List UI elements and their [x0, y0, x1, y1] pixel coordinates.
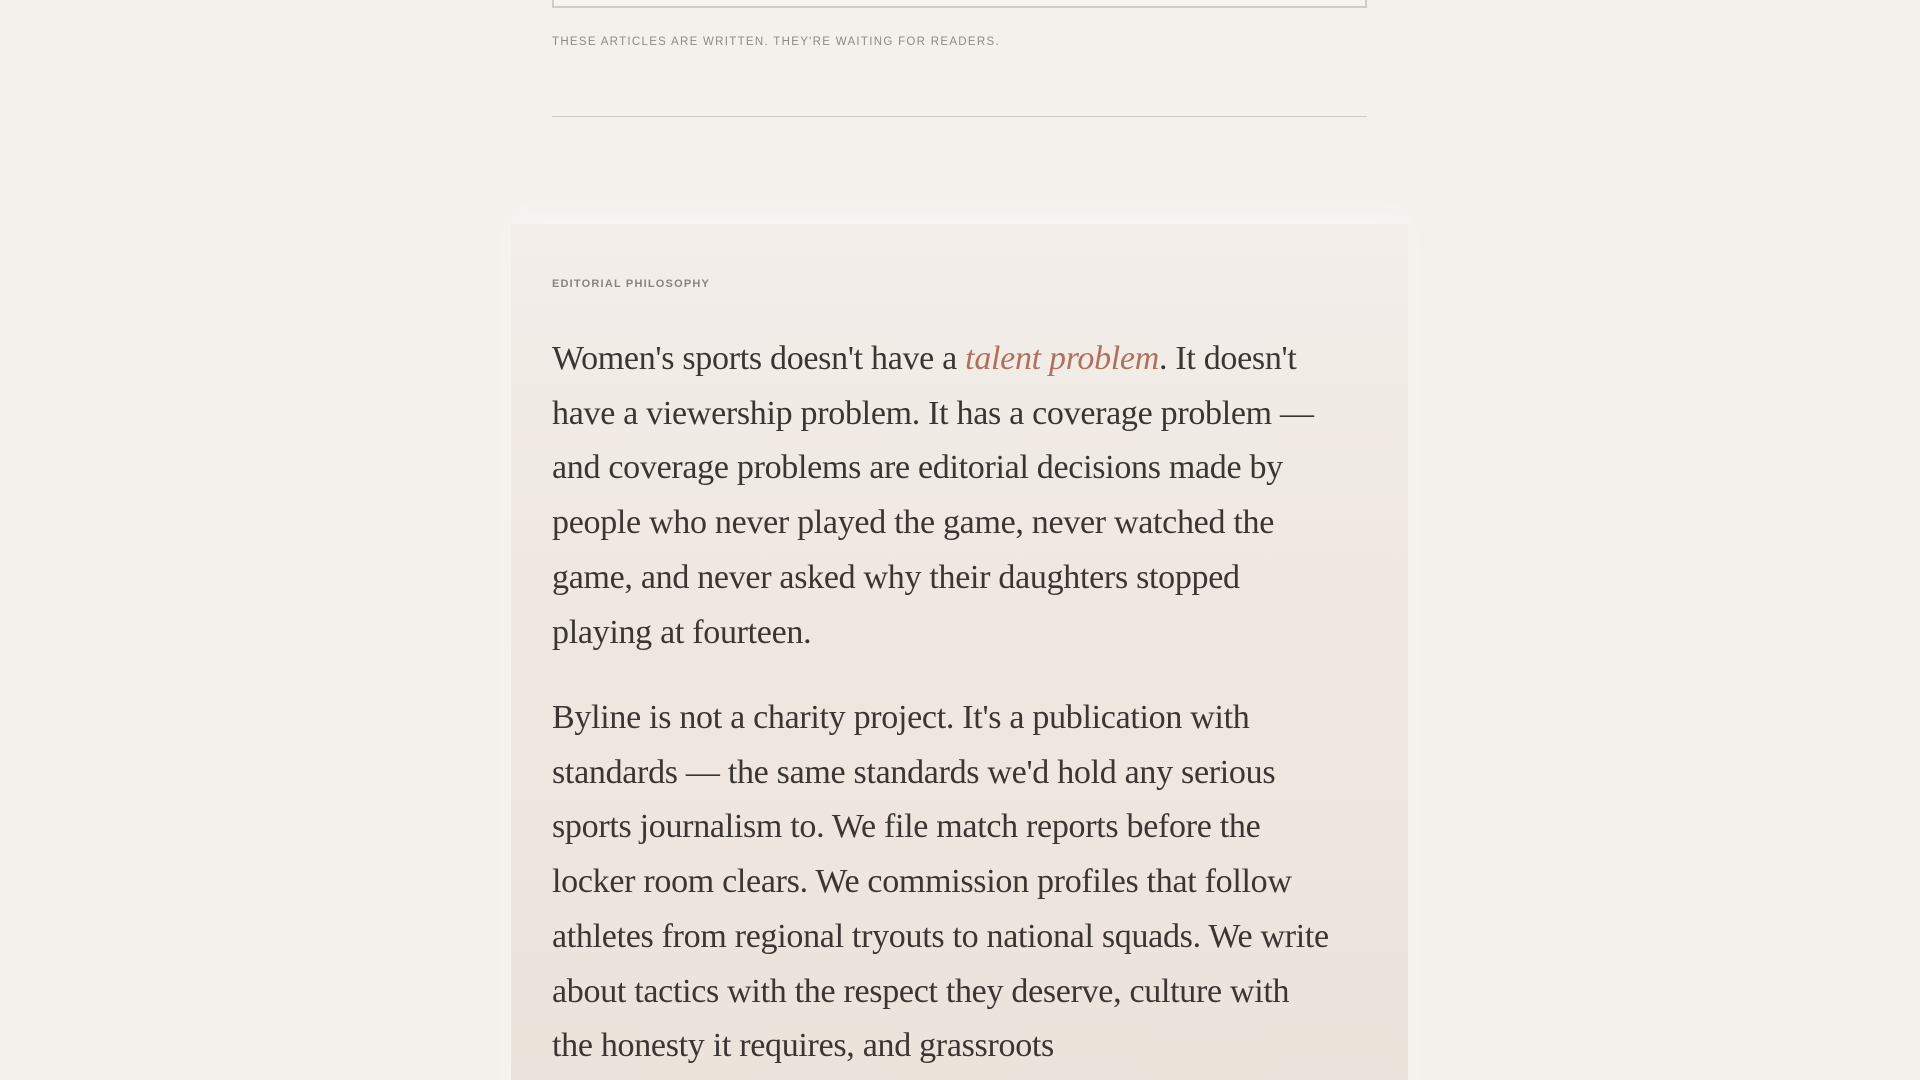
articles-caption: THESE ARTICLES ARE WRITTEN. THEY'RE WAITING FOR READERS.: [552, 36, 1000, 48]
article-list-box-bottom: [552, 0, 1367, 8]
paragraph-1-lead: Women's sports doesn't have a: [552, 340, 966, 377]
section-eyebrow: EDITORIAL PHILOSOPHY: [552, 278, 711, 290]
section-divider: [552, 116, 1367, 117]
philosophy-paragraph-2: Byline is not a charity project. It's a publication with standards — the same standards we'd hold any serious sports journalism to. We file match reports before the locker room clears. We commission profiles that follow athletes from regional tryouts to national squads. We write about tactics with the respect they deserve, culture with the honesty it requires, and grassroots: [552, 699, 1329, 1065]
philosophy-paragraph-1: [552, 332, 1332, 660]
paragraph-1-rest: . It doesn't have a viewership problem. It has a coverage problem — and coverage problems are editorial decisions made by people who never played the game, never watched the game, and never asked why their daughters stopped playing at fourteen.: [552, 340, 1314, 651]
emphasis-talent-problem: talent problem: [965, 340, 1159, 377]
